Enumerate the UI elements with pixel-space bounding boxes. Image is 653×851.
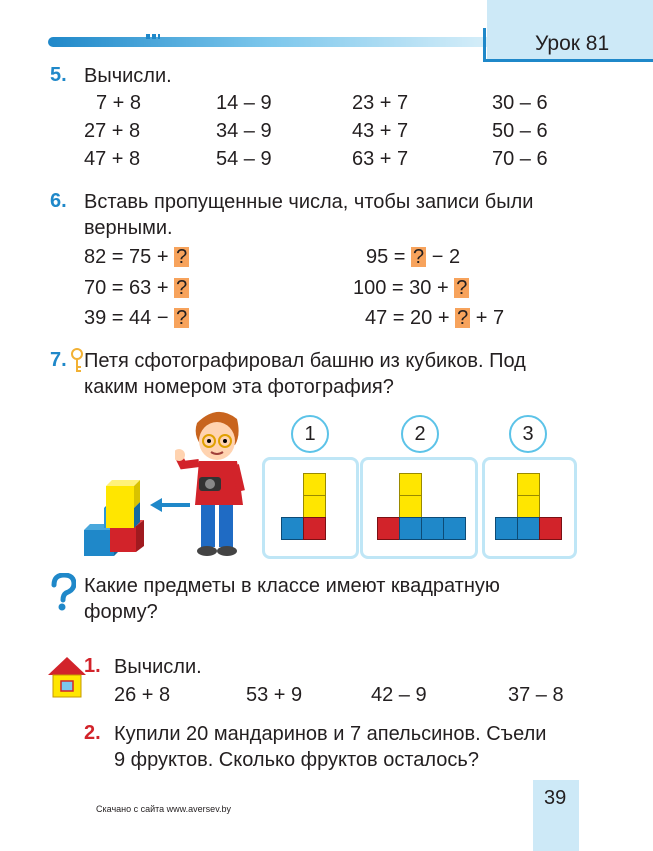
- missing-number-box: ?: [413, 246, 425, 268]
- photo-option-1[interactable]: [262, 457, 359, 559]
- expr: 26 + 8: [114, 684, 171, 706]
- yellow-cube: [303, 495, 326, 518]
- missing-number-box: ?: [456, 277, 468, 299]
- photo-option-2[interactable]: [360, 457, 478, 559]
- yellow-cube: [517, 495, 540, 518]
- expr: 43 + 7: [352, 120, 409, 142]
- option-2-number: 2: [401, 415, 439, 453]
- home-task2-number: 2.: [84, 722, 101, 744]
- expr: 34 – 9: [216, 120, 272, 142]
- eq-left: 82 = 75 +: [84, 246, 169, 268]
- task5-number: 5.: [50, 64, 67, 86]
- yellow-cube: [399, 473, 422, 496]
- task6-number: 6.: [50, 190, 67, 212]
- expr: 37 – 8: [508, 684, 564, 706]
- expr: 54 – 9: [216, 148, 272, 170]
- expr: 7 + 8: [96, 92, 142, 114]
- task7-line1: Петя сфотографировал башню из кубиков. Под: [84, 350, 526, 372]
- expr: 30 – 6: [492, 92, 548, 114]
- blue-cube: [495, 517, 518, 540]
- task6-line2: верными.: [84, 217, 173, 239]
- missing-number-box: ?: [176, 307, 188, 329]
- home-task2-line2: 9 фруктов. Сколько фруктов осталось?: [114, 749, 479, 771]
- home-task1-number: 1.: [84, 655, 101, 677]
- expr: 42 – 9: [371, 684, 427, 706]
- header-bar: [48, 37, 488, 47]
- task5-title: Вычисли.: [84, 65, 172, 87]
- source-note: Скачано с сайта www.aversev.by: [96, 804, 232, 814]
- page-number: 39: [544, 787, 567, 809]
- blue-cube: [517, 517, 540, 540]
- red-cube: [303, 517, 326, 540]
- cube-tower-illustration: [82, 478, 160, 558]
- expr: 70 – 6: [492, 148, 548, 170]
- red-cube: [377, 517, 400, 540]
- eq-left: 47 = 20 +: [365, 307, 450, 329]
- yellow-cube: [399, 495, 422, 518]
- lesson-tab-underline: [483, 59, 653, 62]
- blue-cube: [399, 517, 422, 540]
- task6-eq: [353, 276, 469, 300]
- task6-eq: [84, 276, 189, 300]
- blue-cube: [443, 517, 466, 540]
- missing-number-box: ?: [457, 307, 469, 329]
- option-3-number: 3: [509, 415, 547, 453]
- key-icon: [70, 348, 84, 374]
- question-line2: форму?: [84, 601, 158, 623]
- yellow-cube: [517, 473, 540, 496]
- question-mark-icon: [50, 573, 76, 611]
- yellow-cube: [303, 473, 326, 496]
- eq-left: 95 =: [366, 246, 406, 268]
- task6-eq: [84, 306, 189, 330]
- red-cube: [539, 517, 562, 540]
- lesson-title: Урок 81: [535, 32, 610, 55]
- eq-right: + 7: [475, 307, 505, 329]
- task7-line2: каким номером эта фотография?: [84, 376, 394, 398]
- expr: 50 – 6: [492, 120, 548, 142]
- missing-number-box: ?: [176, 246, 188, 268]
- home-task2-line1: Купили 20 мандаринов и 7 апельсинов. Съели: [114, 723, 547, 745]
- missing-number-box: ?: [176, 277, 188, 299]
- photo-option-3[interactable]: [482, 457, 577, 559]
- expr: 14 – 9: [216, 92, 272, 114]
- expr: 53 + 9: [246, 684, 303, 706]
- home-task1-title: Вычисли.: [114, 656, 202, 678]
- eq-right: − 2: [431, 246, 461, 268]
- expr: 47 + 8: [84, 148, 141, 170]
- task6-eq: [365, 306, 504, 330]
- expr: 23 + 7: [352, 92, 409, 114]
- eq-left: 100 = 30 +: [353, 277, 449, 299]
- task6-line1: Вставь пропущенные числа, чтобы записи были: [84, 191, 534, 213]
- lesson-tab-line: [483, 28, 486, 62]
- boy-with-camera-illustration: [175, 405, 260, 560]
- blue-cube: [421, 517, 444, 540]
- expr: 27 + 8: [84, 120, 141, 142]
- task6-eq: [366, 245, 460, 269]
- question-line1: Какие предметы в классе имеют квадратную: [84, 575, 500, 597]
- expr: 63 + 7: [352, 148, 409, 170]
- task6-eq: [84, 245, 189, 269]
- eq-left: 70 = 63 +: [84, 277, 169, 299]
- blue-cube: [281, 517, 304, 540]
- header-dots: [146, 34, 160, 39]
- option-1-number: 1: [291, 415, 329, 453]
- task7-number: 7.: [50, 349, 67, 371]
- home-icon: [46, 655, 88, 699]
- eq-left: 39 = 44 −: [84, 307, 169, 329]
